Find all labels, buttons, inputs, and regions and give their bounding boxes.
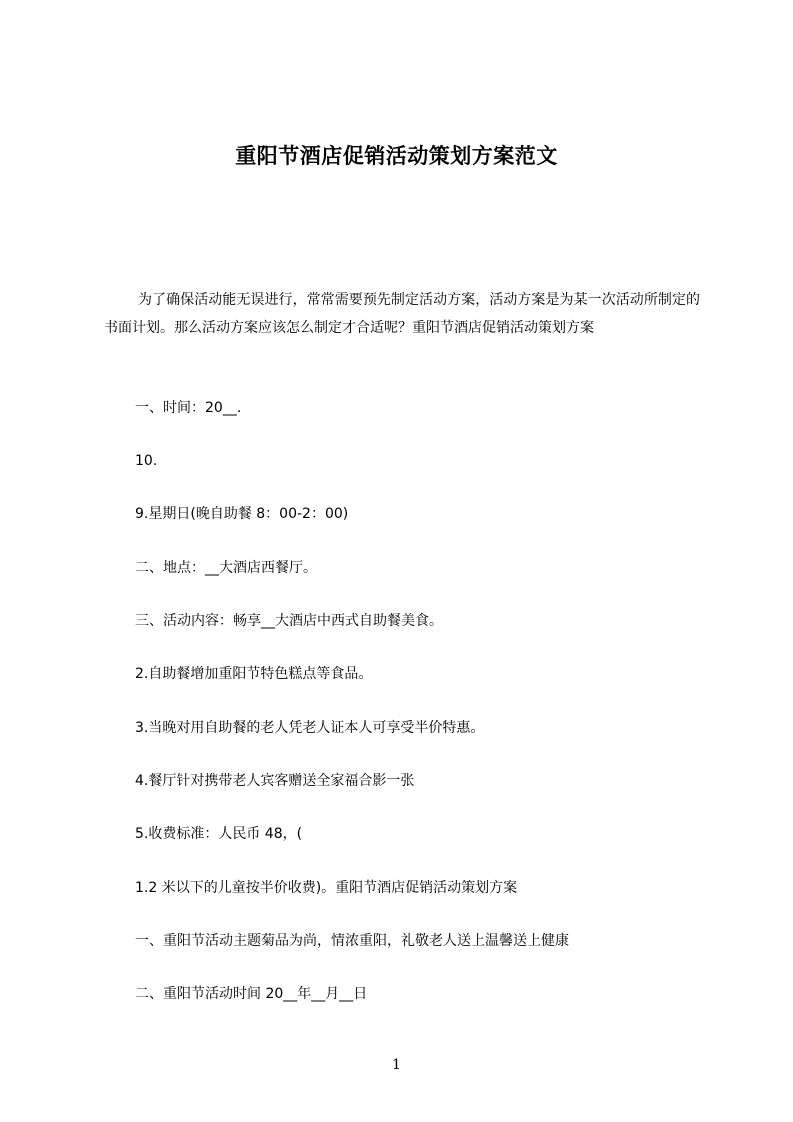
line-location: 二、地点：__大酒店西餐厅。	[135, 560, 317, 576]
line-item-4: 4.餐厅针对携带老人宾客赠送全家福合影一张	[135, 773, 415, 789]
page-number: 1	[392, 1057, 401, 1073]
document-title: 重阳节酒店促销活动策划方案范文	[235, 144, 558, 168]
line-item-3: 3.当晚对用自助餐的老人凭老人证本人可享受半价特惠。	[135, 720, 485, 736]
line-month: 10.	[135, 453, 158, 469]
intro-paragraph: 为了确保活动能无误进行，常常需要预先制定活动方案，活动方案是为某一次活动所制定的书面计划。那么活动方案应该怎么制定才合适呢？重阳节酒店促销活动策划方案	[104, 292, 700, 336]
line-activity-content: 三、活动内容：畅享__大酒店中西式自助餐美食。	[135, 613, 443, 629]
line-time: 一、时间：20__.	[135, 400, 242, 416]
line-item-2: 2.自助餐增加重阳节特色糕点等食品。	[135, 666, 373, 682]
line-children-price: 1.2 米以下的儿童按半价收费)。重阳节酒店促销活动策划方案	[135, 880, 518, 896]
line-weekday: 9.星期日(晚自助餐 8：00-2：00)	[135, 506, 349, 522]
line-activity-time: 二、重阳节活动时间 20__年__月__日	[135, 986, 368, 1002]
line-theme: 一、重阳节活动主题菊品为尚，情浓重阳，礼敬老人送上温馨送上健康	[135, 933, 569, 949]
line-item-5: 5.收费标准：人民币 48，(	[135, 826, 303, 842]
